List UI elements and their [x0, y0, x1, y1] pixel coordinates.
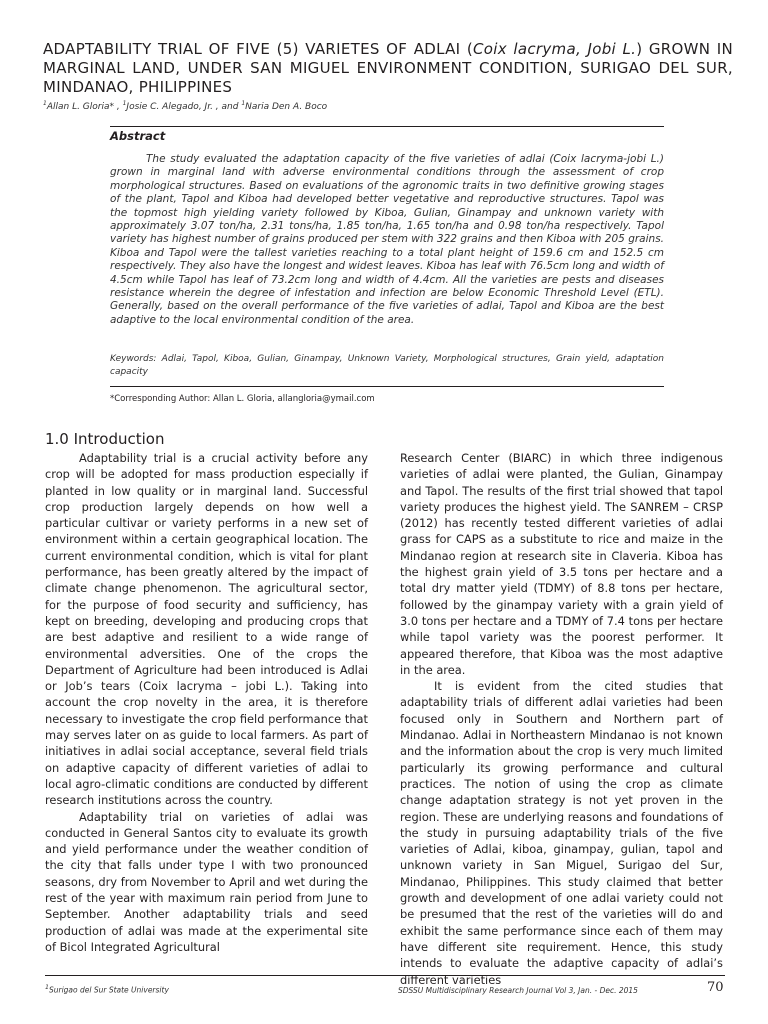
title-rest: GROWN IN MARGINAL LAND, UNDER SAN MIGUEL ENVIRONMENT CONDITION, SURIGAO DEL SUR, MINDANAO, PHILIPPINES	[43, 40, 733, 96]
abstract-bottom-rule	[110, 386, 664, 387]
abstract-body: The study evaluated the adaptation capacity of the five varieties of adlai (Coix lacryma-jobi L.) grown in marginal land with adverse environmental conditions through the assessment of crop morphological structures. Based on evaluations of the agronomic traits in two definitive growing stages of the plant, Tapol and Kiboa had developed better vegetative and reproductive structures. Tapol was the topmost high yielding variety followed by Kiboa, Gulian, Ginampay and unknown variety with approximately 3.07 ton/ha, 2.31 tons/ha, 1.85 ton/ha, 1.65 ton/ha and 0.98 ton/ha respectively. Tapol variety has highest number of grains produced per stem with 322 grains and then Kiboa with 205 grains. Kiboa and Tapol were the tallest varieties reaching to a total plant height of 159.6 cm and 152.5 cm respectively. They also have the longest and widest leaves. Kiboa has leaf with 76.5cm long and width of 4.5cm while Tapol has leaf of 73.2cm long and width of 4.4cm. All the varieties are pests and diseases resistance wherein the degree of infestation and infection are below Economic Threshold Level (ETL). Generally, based on the overall performance of the five varieties of adlai, Tapol and Kiboa are the best adaptive to the local environmental condition of the area.	[110, 153, 664, 326]
author-name: Allan L. Gloria* ,	[46, 102, 123, 112]
left-column	[45, 450, 368, 955]
footer-affiliation	[45, 984, 169, 995]
paragraph: Adaptability trial is a crucial activity before any crop will be adopted for mass production especially if planted in low quality or in marginal land. Successful crop production largely depends on how well a particular cultivar or variety performs in a new set of environment within a certain geographical location. The current environmental condition, which is vital for plant performance, has been greatly altered by the impact of climate change phenomenon. The agricultural sector, for the purpose of food security and sufficiency, has kept on breeding, developing and producing crops that are best adaptive and resilient to a wide range of environmental adversities. One of the crops the Department of Agriculture had been introduced is Adlai or Job’s tears (Coix lacryma – jobi L.). Taking into account the crop novelty in the area, it is therefore necessary to investigate the crop field performance that may serves later on as guide to local farmers. As part of initiatives in adlai social acceptance, several field trials on adaptive capacity of different varieties of adlai to local agro-climatic conditions are conducted by different research institutions across the country.	[45, 451, 368, 808]
author-name: Naria Den A. Boco	[245, 102, 328, 112]
paragraph: It is evident from the cited studies that adaptability trials of different adlai varieties had been focused only in Southern and Northern part of Mindanao. Adlai in Northeastern Mindanao is not known and the information about the crop is very much limited particularly its growing performance and cultural practices. The notion of using the crop as climate change adaptation strategy is not yet proven in the region. These are underlying reasons and foundations of the study in pursuing adaptability trials of the five varieties of Adlai, kiboa, ginampay, gulian, tapol and unknown variety in San Miguel, Surigao del Sur, Mindanao, Philippines. This study claimed that better growth and development of one adlai variety could not be presumed that the rest of the varieties will do and exhibit the same performance since each of them may have different site requirement. Hence, this study intends to evaluate the adaptive capacity of adlai’s different varieties	[400, 679, 723, 987]
author-affiliation-mark: 1	[241, 100, 246, 107]
abstract-top-rule	[110, 126, 664, 127]
right-column	[400, 450, 723, 988]
title-scientific-name: Coix lacryma, Jobi L.	[473, 40, 637, 58]
footer-affiliation-text: Surigao del Sur State University	[48, 985, 169, 995]
paragraph: Research Center (BIARC) in which three indigenous varieties of adlai were planted, the Gulian, Ginampay and Tapol. The results of the first trial showed that tapol variety produces the highest yield. The SANREM – CRSP (2012) has recently tested different varieties of adlai grass for CAPS as a substitute to rice and maize in the Mindanao region at research site in Claveria. Kiboa has the highest grain yield of 3.5 tons per hectare and a total dry matter yield (TDMY) of 8.8 tons per hectare, followed by the ginampay variety with a grain yield of 3.0 tons per hectare and a TDMY of 7.4 tons per hectare while tapol variety was the poorest performer. It appeared therefore, that Kiboa was the most adaptive in the area.	[400, 451, 723, 677]
author-affiliation-mark: 1	[122, 100, 127, 107]
footer-journal: SDSSU Multidisciplinary Research Journal Vol 3, Jan. - Dec. 2015	[398, 986, 638, 995]
title-line1-close: )	[636, 40, 643, 58]
footer-affiliation-mark: 1	[45, 984, 49, 991]
paper-title	[43, 40, 733, 97]
keywords: Keywords: Adlai, Tapol, Kiboa, Gulian, Ginampay, Unknown Variety, Morphological structures, Grain yield, adaptation capacity	[110, 354, 664, 377]
page-number: 70	[707, 980, 724, 995]
footer-rule	[45, 975, 725, 976]
abstract-heading: Abstract	[110, 129, 166, 143]
section-heading-introduction: 1.0 Introduction	[45, 430, 165, 448]
paragraph: Adaptability trial on varieties of adlai was conducted in General Santos city to evaluate its growth and yield performance under the weather condition of the city that falls under type I with two pronounced seasons, dry from November to April and wet during the rest of the year with maximum rain period from June to September. Another adaptability trials and seed production of adlai was made at the experimental site of Bicol Integrated Agricultural	[45, 809, 368, 954]
corresponding-author: *Corresponding Author: Allan L. Gloria, allangloria@ymail.com	[110, 394, 375, 404]
author-list	[43, 100, 733, 112]
author-affiliation-mark: 1	[43, 100, 47, 107]
title-line1: ADAPTABILITY TRIAL OF FIVE (5) VARIETES OF ADLAI (	[43, 40, 474, 58]
author-name: Josie C. Alegado, Jr. , and	[126, 102, 242, 112]
